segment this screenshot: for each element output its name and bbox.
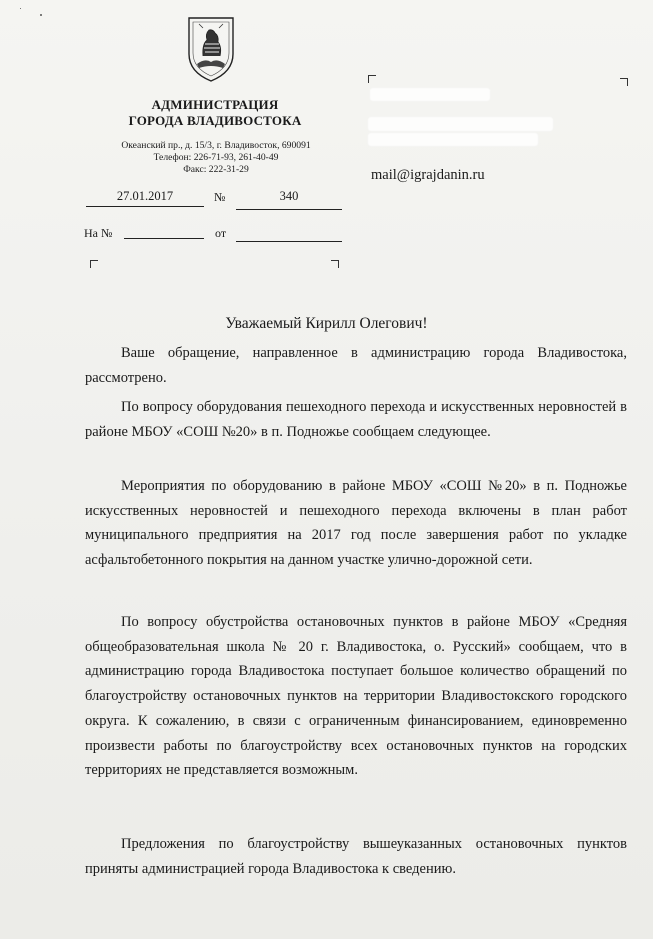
- number-underline: [236, 209, 342, 210]
- reply-date-underline: [236, 241, 342, 242]
- org-name-line2: ГОРОДА ВЛАДИВОСТОКА: [128, 113, 302, 128]
- paragraph: По вопросу оборудования пешеходного перехода и искусственных неровностей в районе МБОУ «СОШ №20» в п. Подножье сообщаем следующее.: [85, 399, 627, 440]
- corner-mark: [368, 75, 376, 83]
- org-address: Океанский пр., д. 15/3, г. Владивосток, 690091: [121, 140, 311, 151]
- paragraph: Предложения по благоустройству вышеуказанных остановочных пунктов приняты администрацией города Владивостока к сведению.: [85, 836, 627, 877]
- org-phone: Телефон: 226-71-93, 261-40-49: [153, 152, 279, 163]
- reply-date-label: от: [215, 226, 227, 240]
- outgoing-number: 340: [279, 189, 299, 203]
- corner-mark: [620, 78, 628, 86]
- number-label: №: [214, 190, 226, 204]
- paragraph: Ваше обращение, направленное в администрацию города Владивостока, рассмотрено.: [85, 345, 627, 386]
- corner-mark: [331, 260, 339, 268]
- reply-number-underline: [124, 238, 204, 239]
- greeting: Уважаемый Кирилл Олегович!: [225, 315, 428, 332]
- outgoing-date: 27.01.2017: [116, 189, 174, 203]
- corner-mark: [90, 260, 98, 268]
- vladivostok-coat-of-arms-icon: [185, 14, 237, 84]
- scan-speck: [40, 14, 42, 16]
- recipient-email: mail@igrajdanin.ru: [371, 167, 485, 183]
- redacted-block: [370, 88, 490, 101]
- org-fax: Факс: 222-31-29: [183, 164, 249, 175]
- redacted-block: [368, 133, 538, 146]
- org-name-line1: АДМИНИСТРАЦИЯ: [151, 97, 279, 112]
- paragraph: По вопросу обустройства остановочных пунктов в районе МБОУ «Средняя общеобразовательная школа № 20 г. Владивостока, о. Русский» сообщаем, что в администрацию города Владивостока поступает большое количество обращений по благоустройству остановочных пунктов на территории Владивостокского городского округа. К сожалению, в связи с ограниченным финансированием, единовременно произвести работы по благоустройству всех остановочных пунктов на городских территориях не представляется возможным.: [85, 614, 627, 779]
- scan-speck: [20, 8, 21, 9]
- redacted-block: [368, 117, 553, 131]
- date-underline: [86, 206, 204, 207]
- paragraph: Мероприятия по оборудованию в районе МБОУ «СОШ №20» в п. Подножье искусственных неровностей и пешеходного перехода включены в план работ муниципального предприятия на 2017 год после завершения работ по укладке асфальтобетонного покрытия на данном участке улично-дорожной сети.: [85, 478, 627, 569]
- reply-to-number-label: На №: [84, 226, 113, 240]
